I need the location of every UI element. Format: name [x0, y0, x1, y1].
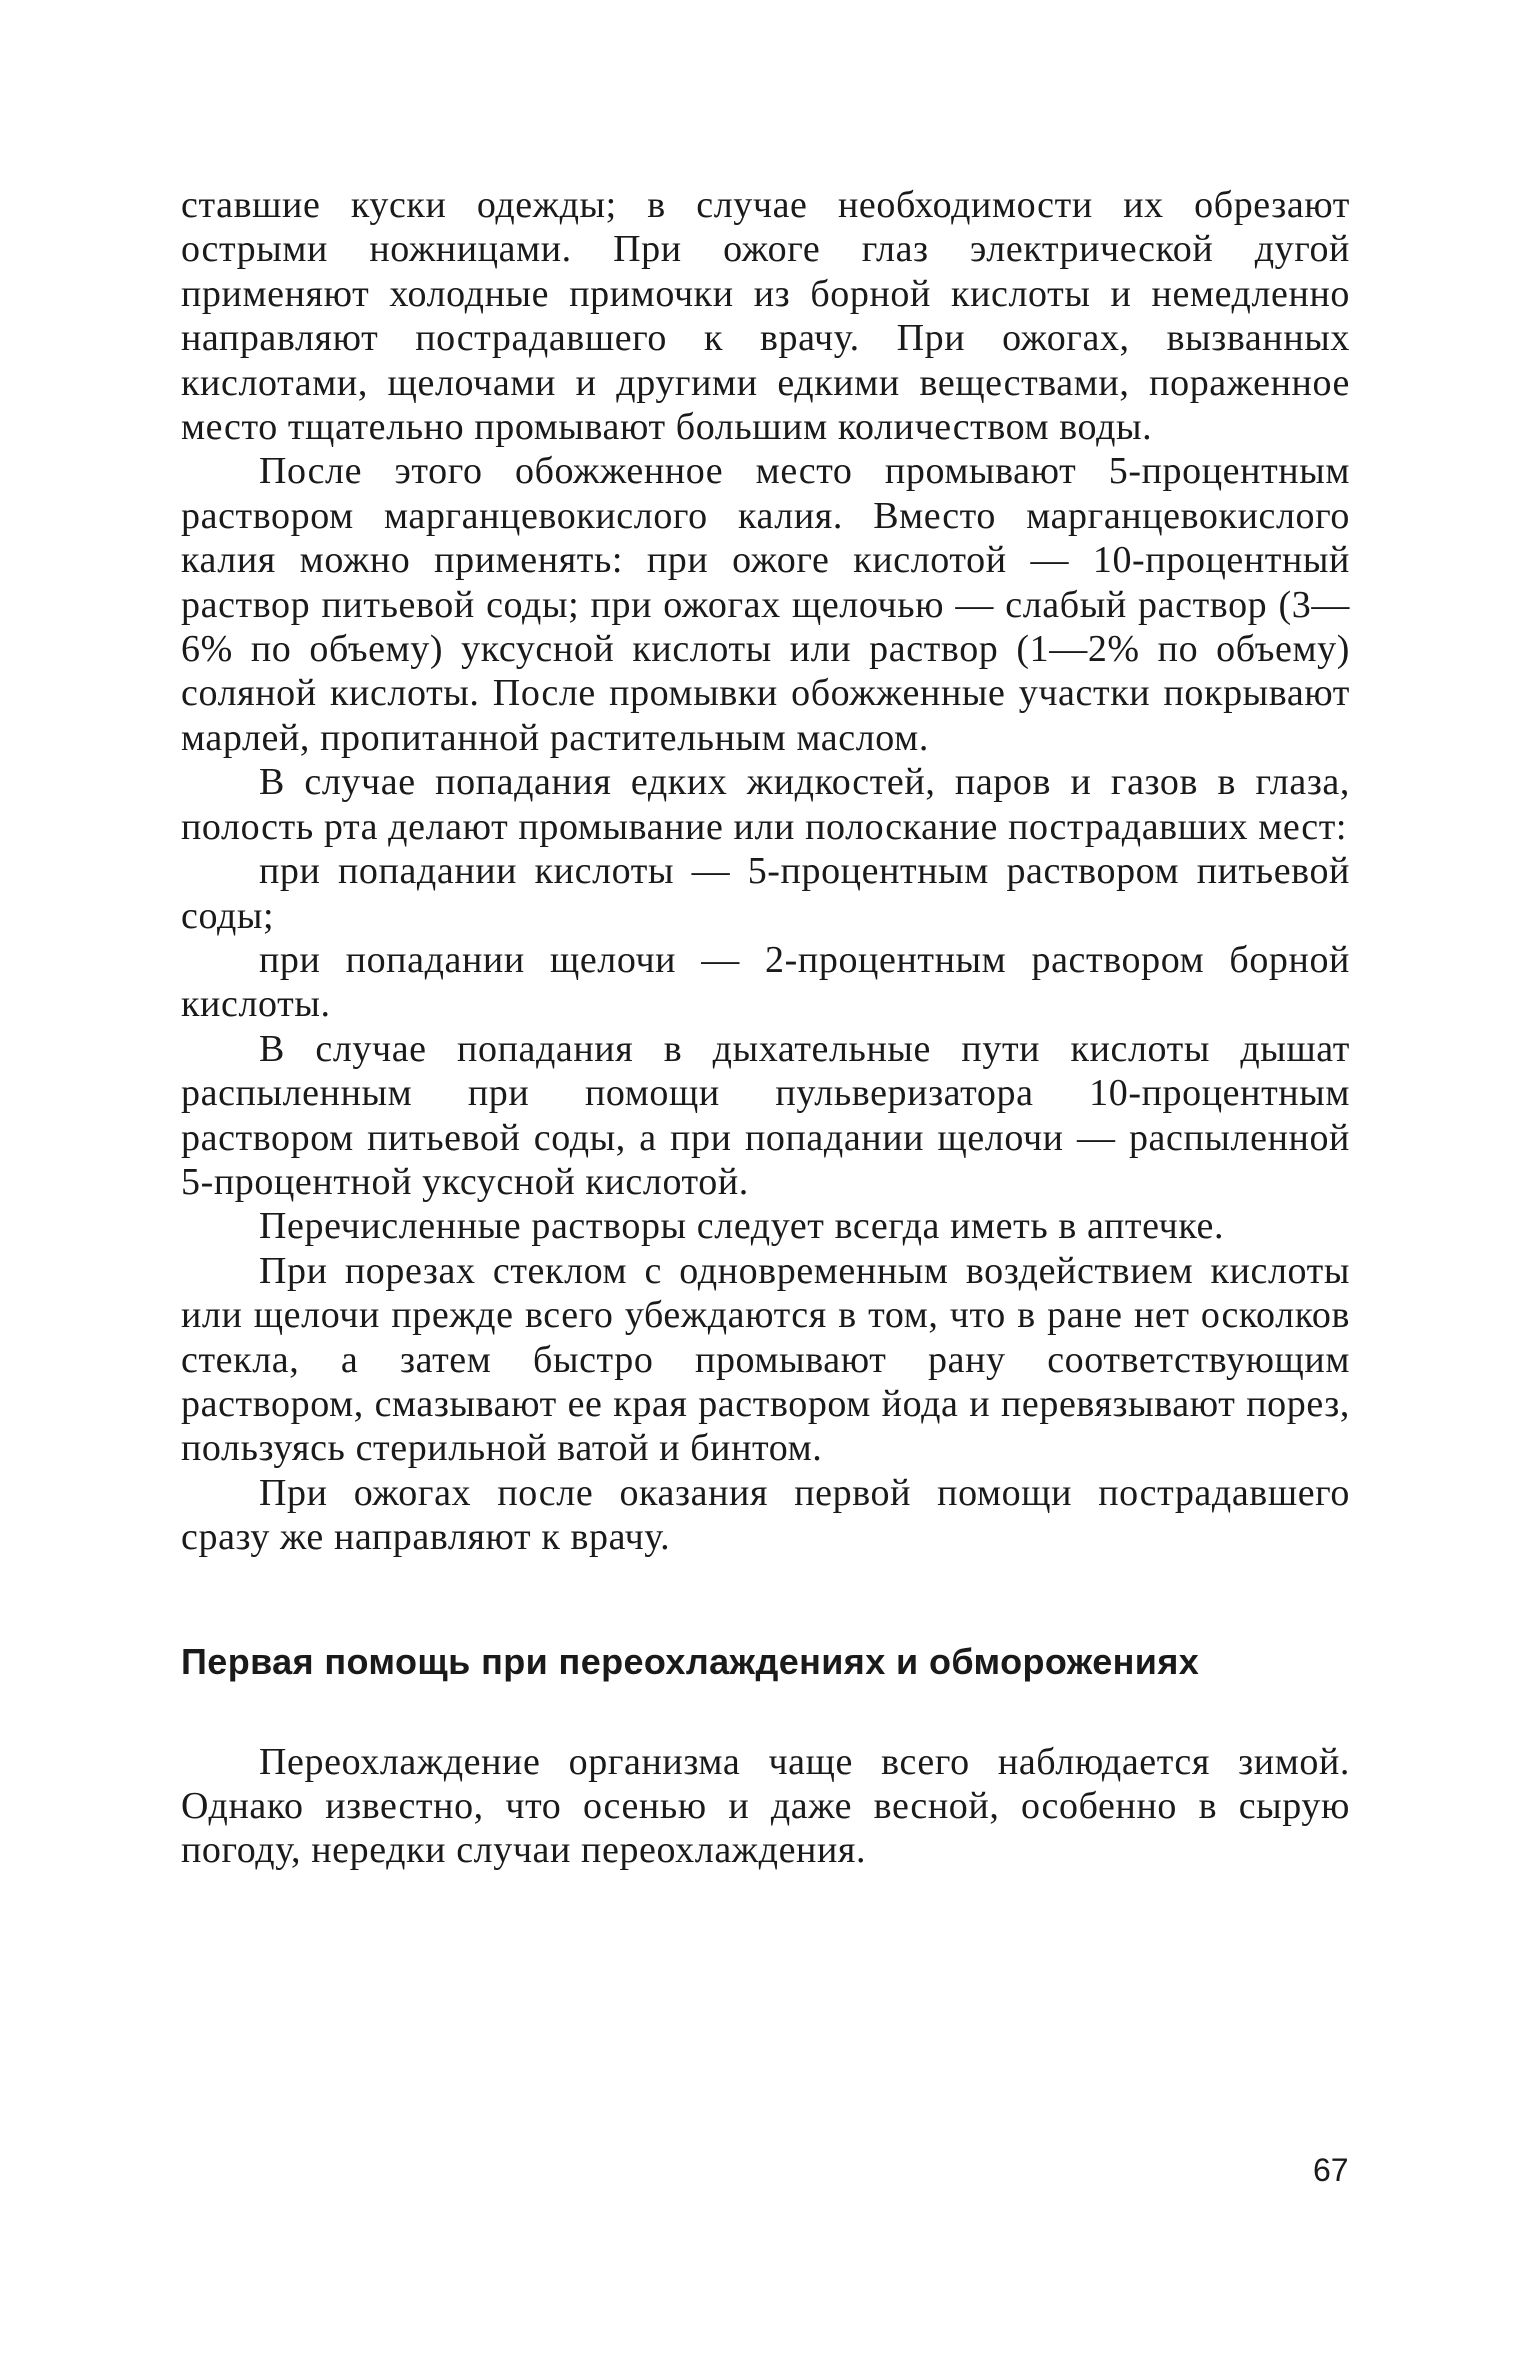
page-body [181, 183, 1350, 1873]
paragraph-7: Перечисленные растворы следует всегда иметь в аптечке. [259, 1205, 1225, 1248]
paragraph-4: при попадании кислоты — 5-процентным раствором питьевой соды; [181, 850, 1350, 937]
paragraph-1: ставшие куски одежды; в случае необходимости их обрезают острыми ножницами. При ожоге глаз электрической дугой применяют холодные примочки из борной кислоты и немедленно направляют пострадавшего к врачу. При ожогах, вызванных кислотами, щелочами и другими едкими веществами, пораженное место тщательно промывают большим количеством воды. [181, 184, 1350, 449]
paragraph-8: При порезах стеклом с одновременным воздействием кислоты или щелочи прежде всего убеждаются в том, что в ране нет осколков стекла, а затем быстро промывают рану соответствующим раствором, смазывают ее края раствором йода и перевязывают порез, пользуясь стерильной ватой и бинтом. [181, 1249, 1350, 1470]
section-heading: Первая помощь при переохлаждениях и обморожениях [181, 1640, 1200, 1682]
paragraph-3: В случае попадания едких жидкостей, паров и газов в глаза, полость рта делают промывание или полоскание пострадавших мест: [181, 761, 1350, 848]
paragraph-5: при попадании щелочи — 2-процентным раствором борной кислоты. [181, 938, 1350, 1026]
paragraph-2: После этого обожженное место промывают 5-процентным раствором марганцевокислого калия. Вместо марганцевокислого калия можно применять: при ожоге кислотой — 10-процентный раствор питьевой соды; при ожогах щелочью — слабый раствор (3—6% по объему) уксусной кислоты или раствор (1—2% по объему) соляной кислоты. После промывки обожженные участки покрывают марлей, пропитанной растительным маслом. [181, 450, 1350, 759]
page-number: 67 [1313, 2152, 1349, 2188]
section-paragraph-1: Переохлаждение организма чаще всего наблюдается зимой. Однако известно, что осенью и даже весной, особенно в сырую погоду, нередки случаи переохлаждения. [181, 1740, 1350, 1872]
paragraph-6: В случае попадания в дыхательные пути кислоты дышат распыленным при помощи пульверизатора 10-процентным раствором питьевой соды, а при попадании щелочи — распыленной 5-процентной уксусной кислотой. [181, 1027, 1350, 1203]
paragraph-9: При ожогах после оказания первой помощи пострадавшего сразу же направляют к врачу. [181, 1471, 1350, 1559]
